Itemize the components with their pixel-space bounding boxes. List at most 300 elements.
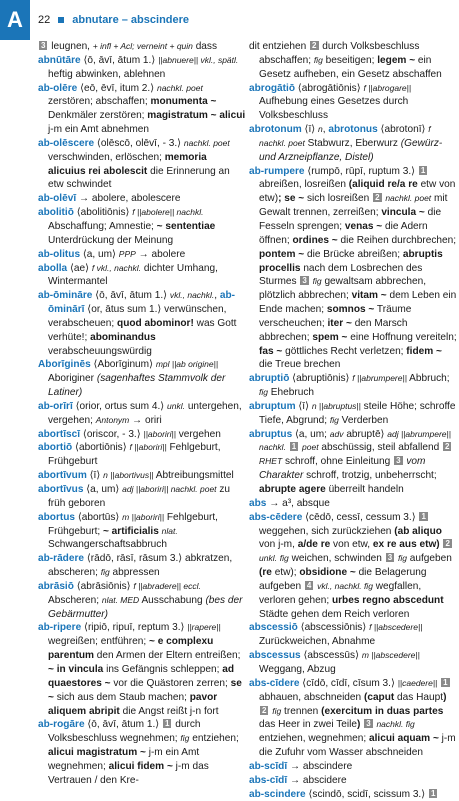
entry-text: ⟨rādō, rāsī, rāsum 3.⟩ abkratzen, abscheren; — [48, 553, 233, 579]
sense-number: 2 — [375, 193, 380, 203]
entry-text: die Fesseln sprengen; — [259, 207, 442, 232]
entry-text: Abbruch; — [406, 373, 450, 385]
entry-text: vergehen — [175, 428, 221, 440]
dictionary-entry — [38, 54, 246, 82]
entry-text: nachkl. fig — [376, 719, 415, 730]
entry-text: heftig abwinken, ablehnen — [48, 68, 166, 80]
entry-text: monumenta ~ — [150, 96, 217, 108]
entry-text: ⟨ī⟩ — [301, 124, 319, 136]
entry-text: vor die Quästoren zerren; — [110, 677, 231, 689]
entry-text: n ||abruptus|| — [311, 400, 361, 411]
dictionary-entry — [38, 137, 246, 192]
dictionary-entry — [249, 165, 457, 373]
entry-text: n — [318, 124, 323, 135]
entry-text: ) — [443, 691, 447, 703]
entry-text: das Haupt — [394, 691, 444, 703]
headword: ab-rādere — [38, 553, 85, 565]
entry-text: j-m ein Amt wegnehmen; — [48, 747, 200, 772]
entry-text: ⟨abrāsiōnis⟩ — [73, 580, 134, 592]
entry-text: die Brücke abreißen; — [304, 248, 403, 260]
headword: ab-ōmināre — [38, 290, 93, 302]
entry-text: pontem ~ — [259, 248, 305, 260]
entry-text: dem Leben ein Ende machen; — [259, 290, 457, 316]
entry-text: gewaltsam abbrechen, plötzlich abbrechen; — [259, 276, 427, 302]
entry-text: → a³, absque — [266, 497, 330, 509]
entry-text: etw von etw) — [259, 179, 456, 205]
entry-text: die Treue brechen — [259, 359, 341, 371]
entry-text: aufgeben — [406, 553, 452, 565]
entry-text: ⟨Aborīginum⟩ — [90, 359, 156, 371]
dictionary-entry — [38, 483, 246, 511]
entry-text: schroff, trotzig, unbeherrscht; — [303, 470, 437, 482]
entry-text: Abscheren; — [48, 594, 102, 606]
entry-text: ein Gesetz aufheben, ein Gesetz abschaffen — [259, 54, 442, 80]
entry-text: (bes der Gebärmutter) — [48, 594, 243, 620]
entry-text: Ausschabung — [139, 594, 206, 606]
entry-text: ||rapere|| — [187, 622, 221, 633]
entry-text: ⟨abrogātiōnis⟩ — [294, 82, 364, 94]
entry-text: se ~ — [48, 677, 242, 703]
square-icon — [58, 17, 64, 23]
entry-text: poet — [302, 442, 319, 453]
headword: abolla — [38, 262, 68, 274]
dictionary-entry — [38, 428, 246, 442]
entry-text: fig — [259, 387, 268, 398]
entry-text: m ||aboriri|| — [122, 511, 165, 522]
entry-text: f ||abrumpere|| — [352, 373, 407, 384]
entry-text: → oriri — [129, 414, 162, 426]
entry-text: → abscidere — [287, 774, 347, 786]
entry-text: alicui fidem ~ — [108, 760, 173, 772]
page-number: 22 — [38, 14, 51, 26]
sense-number: 3 — [396, 456, 401, 466]
entry-text: ⟨oriscor, - 3.⟩ — [80, 428, 144, 440]
entry-text: ⟨rumpō, rūpī, ruptum 3.⟩ — [304, 165, 418, 177]
entry-text: obsidione ~ — [299, 567, 356, 579]
entry-text: fig — [329, 414, 339, 425]
entry-text: adv — [329, 428, 344, 439]
entry-text: entziehen, wegnehmen; — [259, 733, 369, 745]
entry-text: ⟨or, ātus sum 1.⟩ verwünschen, verabscheuen; — [48, 304, 227, 329]
dictionary-entry — [38, 206, 246, 248]
entry-text: dit entziehen — [249, 41, 310, 52]
entry-text: abruptis procellis — [259, 248, 443, 274]
entry-text: ~ sententiae — [156, 220, 216, 232]
entry-text: etw); — [271, 567, 300, 579]
entry-text: pavor aliquem abripit — [48, 691, 218, 717]
entry-text: a/de re — [297, 539, 331, 551]
entry-text: ⟨eō, ēvī, itum 2.⟩ — [77, 82, 157, 94]
entry-text: Denkmäler zerstören; — [48, 110, 148, 122]
entry-text: die Belagerung aufgeben — [259, 567, 427, 592]
entry-text: ordines ~ — [292, 234, 338, 246]
entry-text: f ||abscedere|| — [369, 622, 423, 633]
entry-text: abruptē⟩ — [343, 428, 388, 440]
dictionary-entry — [249, 677, 457, 760]
headword: abruptum — [249, 400, 296, 412]
entry-text: → abolere, abolescere — [76, 193, 181, 205]
headword: abruptiō — [249, 373, 290, 385]
entry-text: fig — [313, 54, 323, 65]
entry-text: ⟨ō, āvī, ātum 1.⟩ — [80, 54, 159, 66]
entry-text: dass — [192, 41, 218, 52]
entry-text: wegreißen; entführen; — [48, 636, 149, 648]
entry-text: n ||abortivus|| — [103, 470, 154, 481]
entry-text: abschüssig, steil abfallend — [318, 442, 443, 454]
headword: ab-ripere — [38, 622, 82, 634]
dictionary-entry — [38, 192, 246, 206]
entry-text: Zurückweichen, Abnahme — [259, 636, 376, 648]
entry-text: iter ~ — [327, 317, 352, 329]
entry-text: ⟨ae⟩ — [67, 262, 92, 274]
entry-text: nachkl. poet — [156, 82, 203, 93]
sense-number: 1 — [443, 677, 448, 687]
entry-text: vom Charakter — [259, 456, 426, 482]
entry-text: eine Hoffnung vereiteln; — [347, 331, 457, 343]
entry-text: f nachkl. poet — [259, 124, 431, 148]
entry-text: ⟨ō, āvī, ātum 1.⟩ — [84, 719, 163, 731]
entry-text: ||aboriri|| — [143, 428, 176, 439]
dictionary-entry — [38, 580, 246, 622]
headword: abnūtāre — [38, 54, 81, 66]
entry-text: ⟨ripiō, ripuī, reptum 3.⟩ — [81, 622, 188, 634]
entry-text: durch Volksbeschluss wegnehmen; — [48, 719, 201, 745]
entry-text: Unterdrückung der Meinung — [48, 234, 174, 246]
entry-text: die Erinnerung an etw schwindet — [48, 165, 230, 191]
dictionary-entry — [249, 428, 457, 497]
entry-text: ||abnuere|| vkl., spätl. — [158, 54, 239, 65]
entry-text: weichen, schwinden — [288, 553, 385, 565]
entry-text: ⟨abruptiōnis⟩ — [289, 373, 353, 385]
entry-text: (re — [259, 567, 272, 579]
entry-text: abreißen, losreißen — [259, 179, 349, 191]
entry-text: das Heer in zwei Teile — [259, 719, 357, 731]
entry-text: ⟨abortūs⟩ — [75, 511, 123, 523]
entry-text: fig — [180, 733, 190, 744]
entry-text: sich aus dem Staub machen; — [53, 691, 190, 703]
entry-text: + infl + Acl; verneint + quin — [92, 41, 193, 51]
headword: abs-cīdī — [249, 774, 288, 786]
entry-text: fas ~ — [259, 345, 283, 357]
entry-text: f vkl., nachkl. — [91, 262, 142, 273]
entry-text: durch Volksbeschluss abschaffen; — [259, 41, 420, 66]
entry-text: Fehlgeburt, Frühgeburt; — [48, 511, 218, 537]
entry-text: dichter Umhang, Wintermantel — [48, 262, 218, 288]
entry-text: ) — [357, 719, 361, 731]
sense-number: 3 — [302, 276, 307, 286]
headword: abscessus — [249, 650, 301, 662]
sense-number: 1 — [421, 511, 426, 521]
entry-text: Aboriginer — [48, 373, 97, 385]
sense-number: 3 — [366, 719, 371, 729]
entry-text: Ehebruch — [267, 387, 314, 399]
entry-text: zu früh geboren — [48, 484, 230, 509]
entry-text: j-m die Zufuhr vom Wasser abschneiden — [259, 733, 456, 759]
headword: ab-rogāre — [38, 719, 85, 731]
headword: abortiō — [38, 442, 73, 454]
entry-text: ⟨ī⟩ — [295, 400, 312, 412]
entry-text: venas ~ — [344, 220, 383, 232]
dictionary-entry — [249, 372, 457, 400]
entry-text — [360, 719, 363, 730]
entry-text: nachkl. poet — [183, 137, 230, 148]
dictionary-entry — [38, 441, 246, 469]
entry-text: ⟨cēdō, cessī, cessum 3.⟩ — [302, 511, 419, 523]
entry-text: verschwinden, erlöschen; — [48, 151, 165, 163]
entry-text: vkl., nachkl. — [169, 290, 215, 301]
sense-number: 1 — [165, 719, 170, 729]
entry-text: ⟨abrotonī⟩ — [377, 124, 429, 136]
entry-text: abhauen, abschneiden — [259, 691, 364, 703]
entry-text: j-m das Vertrauen / den Kre- — [48, 760, 209, 786]
entry-text: fig — [100, 567, 110, 578]
entry-text: ⟨ō, āvī, ātum 1.⟩ — [92, 290, 170, 302]
dictionary-entry — [249, 511, 457, 622]
sense-number: 1 — [430, 788, 436, 798]
letter-tab: A — [0, 0, 30, 40]
entry-text: den Armen der Eltern entreißen; — [94, 650, 241, 662]
entry-text: m ||abscedere|| — [361, 650, 420, 661]
dictionary-entry — [249, 123, 457, 165]
entry-text: untergehen, vergehen; — [48, 400, 242, 426]
dictionary-entry — [249, 649, 457, 677]
entry-text: ||caedere|| — [397, 677, 438, 688]
entry-text: , — [322, 124, 329, 136]
dictionary-entry — [38, 469, 246, 483]
entry-text: spem ~ — [312, 331, 348, 343]
entry-text: ⟨orior, ortus sum 4.⟩ — [72, 400, 168, 412]
headword: abortīscī — [38, 428, 81, 440]
headword: ab-olēre — [38, 82, 78, 94]
entry-text: adj ||aboriri|| nachkl. poet — [122, 484, 217, 494]
entry-text: nlat. — [161, 525, 178, 536]
sense-number: 1 — [420, 165, 426, 175]
entry-text: ⟨scindō, scidī, scissum 3.⟩ — [305, 788, 428, 800]
entry-text: fig — [272, 705, 282, 716]
entry-text: den Marsch abbrechen; — [259, 317, 408, 343]
entry-text: ⟨abolitiōnis⟩ — [73, 207, 133, 219]
entry-text: weggehen, sich zurückziehen — [259, 525, 395, 537]
dictionary-entry — [249, 788, 457, 801]
entry-text: f ||abrogare|| — [363, 82, 412, 93]
headword: abortīvus — [38, 484, 84, 495]
entry-text: ⟨a, um⟩ — [83, 484, 123, 495]
entry-text: somnos ~ — [326, 304, 375, 316]
entry-text: mit Gewalt trennen, zerreißen; — [259, 193, 448, 219]
entry-text: ⟨ī⟩ — [86, 470, 104, 482]
entry-text: von j-m, — [259, 539, 298, 551]
headword: ab-scindere — [249, 788, 306, 800]
entry-text: Abschaffung; Amnestie; — [48, 220, 157, 232]
entry-text: (exercitum in duas partes — [321, 705, 444, 717]
entry-text: adj ||abrumpere|| nachkl. — [259, 428, 451, 453]
dictionary-entry — [38, 552, 246, 580]
sense-number: 3 — [41, 41, 46, 50]
dictionary-entry — [249, 82, 457, 124]
entry-text: steile Höhe; schroffe Tiefe, Abgrund; — [259, 400, 456, 426]
dictionary-entry — [249, 621, 457, 649]
entry-text: nachkl. poet — [385, 193, 432, 204]
entry-text: vincula ~ — [381, 207, 425, 219]
entry-text — [286, 442, 289, 453]
headword: ab-olēscere — [38, 137, 95, 149]
entry-text: j-m ein Amt abnehmen — [48, 124, 149, 136]
entry-text: Stabwurz, Eberwurz — [304, 137, 401, 149]
dictionary-entry — [249, 760, 457, 774]
headword: abrotonus — [328, 124, 378, 136]
entry-text: (Gewürz- und Arzneipflanze, Distel) — [259, 137, 443, 163]
entry-text — [440, 539, 443, 550]
entry-text: entziehen; — [189, 733, 239, 745]
sense-number: 1 — [291, 442, 297, 452]
entry-text: alicui magistratum ~ — [48, 747, 146, 759]
headword: abrāsiō — [38, 580, 74, 592]
entry-text: ; se ~ — [278, 193, 305, 205]
sense-number: 3 — [387, 553, 393, 563]
entry-text: fig — [279, 553, 289, 564]
entry-text: RHET — [259, 456, 283, 467]
entry-text: Abtreibungsmittel — [153, 470, 234, 482]
entry-text: zerstören; abschaffen; — [48, 96, 151, 108]
entry-text: → abscindere — [287, 760, 353, 772]
entry-text: (ab aliquo — [394, 525, 442, 537]
sense-number: 2 — [445, 539, 450, 549]
entry-text — [437, 678, 440, 689]
entry-text: ⟨abscessiōnis⟩ — [297, 622, 370, 634]
dictionary-entry — [38, 718, 246, 787]
headword: abs-cīdere — [249, 677, 300, 689]
headword: ab-orīrī — [38, 400, 73, 412]
sense-number: 2 — [312, 41, 317, 50]
dictionary-entry — [38, 289, 246, 358]
entry-text: magistratum ~ alicui — [147, 110, 246, 122]
headword: ab-scīdī — [249, 760, 288, 772]
dictionary-entry — [249, 497, 457, 511]
entry-text: abominandus — [90, 331, 156, 343]
dictionary-entry — [38, 262, 246, 290]
entry-text: PPP — [118, 248, 136, 259]
dictionary-entry — [38, 511, 246, 553]
entry-text: wegfallen, verloren gehen; — [259, 580, 422, 606]
sense-number: 4 — [306, 580, 312, 590]
entry-text: ⟨cīdō, cīdī, cīsum 3.⟩ — [299, 677, 398, 689]
entry-text: (aliquid re/a re — [348, 179, 418, 191]
right-column — [249, 40, 457, 801]
entry-text: mpl ||ab origine|| — [155, 359, 219, 370]
entry-text: f ||abradere|| eccl. — [133, 580, 201, 591]
entry-text: ins Gefängnis schleppen; — [103, 663, 223, 675]
entry-text: was Gott verhüte!; — [48, 317, 237, 343]
entry-text: unkl. — [259, 553, 277, 564]
entry-text: Träume verscheuchen; — [259, 304, 412, 329]
headword: ab-rumpere — [249, 165, 305, 177]
headword: ab-olēvī — [38, 193, 77, 205]
entry-text: nach dem Losbrechen des Sturmes — [259, 262, 423, 288]
entry-text: , — [214, 290, 220, 302]
left-column — [38, 40, 246, 788]
entry-text: quod abominor! — [117, 317, 194, 329]
entry-text: ~ artificialis — [102, 525, 159, 537]
entry-text: ⟨a, um; — [292, 428, 330, 440]
headword: abs — [249, 497, 267, 509]
entry-text: leugnen, — [48, 41, 93, 52]
entry-text: sich losreißen — [304, 193, 373, 205]
headword: abortīvum — [38, 470, 87, 482]
headword: abs-cēdere — [249, 511, 303, 523]
entry-text: ad quaestores ~ — [48, 663, 235, 689]
entry-text: überreilt handeln — [325, 484, 404, 495]
entry-text: ~ e complexu parentum — [48, 636, 214, 662]
entry-text: legem ~ — [377, 54, 416, 66]
entry-text: Fehlgeburt, Frühgeburt — [48, 442, 221, 468]
dictionary-entry — [249, 774, 457, 788]
headword: abrotonum — [249, 124, 302, 136]
entry-text: beseitigen; — [322, 54, 378, 66]
entry-text: ⟨abortiōnis⟩ — [72, 442, 130, 454]
headword: abrogātiō — [249, 82, 295, 94]
entry-text: urbes regno abscedunt — [331, 594, 444, 606]
headword: abruptus — [249, 428, 293, 440]
entry-text: (sagenhaftes Stammvolk der Latiner) — [48, 373, 226, 399]
entry-text: von etw, — [330, 539, 373, 551]
headword: abolitiō — [38, 207, 74, 219]
entry-text: trennen — [281, 705, 322, 717]
entry-text: Antonym — [95, 414, 130, 425]
dictionary-entry — [38, 248, 246, 262]
entry-text: abrupte agere — [259, 484, 326, 495]
entry-text: → abolere — [135, 248, 186, 260]
sense-number: 2 — [445, 442, 450, 452]
entry-text: göttliches Recht verletzen; — [282, 345, 407, 357]
entry-text: memoria alicuius rei abolescit — [48, 151, 207, 177]
entry-text: Verderben — [338, 414, 389, 426]
sense-number: 2 — [262, 705, 267, 715]
entry-text: alicui aquam ~ — [369, 733, 439, 745]
headword: ab-ōminārī — [48, 290, 236, 316]
headword: ab-olitus — [38, 248, 81, 260]
entry-text: ⟨abscessūs⟩ — [300, 650, 362, 662]
dictionary-entry — [38, 621, 246, 718]
entry-text: ~ in vincula — [48, 663, 104, 675]
entry-text: ex re aus etw) — [372, 539, 440, 551]
entry-text: nlat. MED — [101, 594, 140, 605]
entry-text: die Reihen durchbrechen; — [337, 234, 457, 246]
entry-text: Schwangerschaftsabbruch — [48, 539, 167, 551]
entry-text: ⟨a, um⟩ — [80, 248, 119, 260]
entry-text: Aufhebung eines Gesetzes durch Volksbeschluss — [259, 96, 409, 122]
entry-text: vkl., nachkl. fig — [317, 580, 373, 591]
dictionary-entry — [249, 400, 457, 428]
headword: abortus — [38, 511, 76, 523]
entry-text: ⟨olēscō, olēvī, - 3.⟩ — [94, 137, 184, 149]
entry-text: f ||abolere|| nachkl. — [132, 207, 204, 218]
dictionary-entry — [38, 400, 246, 428]
running-header — [38, 14, 189, 26]
dictionary-entry — [38, 82, 246, 137]
dictionary-entry — [38, 40, 246, 54]
entry-text: vitam ~ — [351, 290, 387, 302]
entry-text: die Adern öffnen; — [259, 220, 428, 246]
entry-text: unkl. — [167, 400, 186, 411]
entry-text: fidem ~ — [406, 345, 442, 357]
entry-text: fig — [397, 553, 407, 564]
entry-text: f ||aboriri|| — [129, 442, 167, 453]
dictionary-entry — [38, 358, 246, 400]
entry-text: fig — [312, 276, 322, 287]
entry-text: abpressen — [109, 567, 160, 579]
entry-text: verabscheuungswürdig — [48, 345, 152, 357]
entry-text: Weggang, Abzug — [259, 663, 336, 675]
